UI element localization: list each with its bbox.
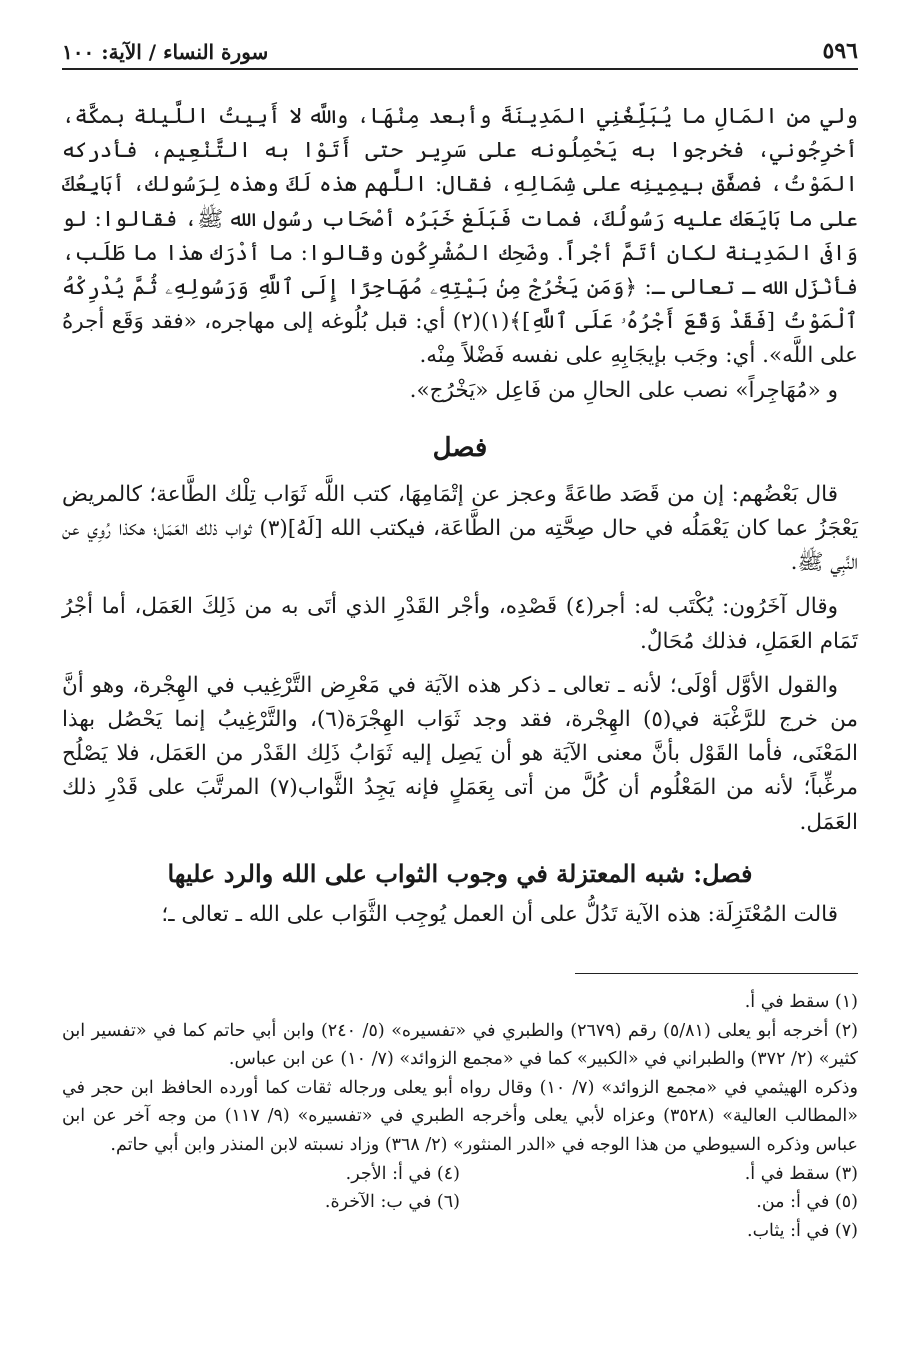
footnote-row bbox=[62, 1188, 858, 1217]
footnote: (٥) في أ: من. bbox=[756, 1192, 858, 1213]
footnote-separator bbox=[575, 973, 858, 974]
main-text bbox=[62, 100, 858, 932]
paragraph: والقول الأوَّل أوْلَى؛ لأنه ـ تعالى ـ ذكر هذه الآيَة في مَعْرِض التَّرْغِيب في الهِجْرة، وهو أنَّ من خرج للرَّغْبَة في(٥) الهِجْرة، فقد وجد ثَوَاب الهِجْرَة(٦)، والتَّرْغِيبُ إنما يَحْصُل بهذا المَعْنَى، فأما القَوْل بأنَّ معنى الآيَة هو أن يَصِل إليه ثَوَابُ ذَلِك القَدْر من العَمَل، فلا يَصْلُح مرغِّباً؛ لأنه من المَعْلُوم أن كُلَّ من أتى بِعَمَلٍ فإنه يَجِدُ الثَّواب(٧) المرتَّبَ على قَدْرِ ذلك العَمَل. bbox=[62, 672, 858, 835]
page-number: ٥٩٦ bbox=[822, 38, 858, 64]
footnote-row bbox=[62, 1160, 858, 1189]
footnote: (٣) سقط في أ. bbox=[744, 1163, 858, 1184]
paragraph: و «مُهَاجِراً» نصب على الحالِ من فَاعِل «يَخْرُج». bbox=[409, 377, 838, 403]
paragraph: قالت المُعْتَزِلَة: هذه الآية تَدُلُّ على أن العمل يُوجِب الثَّوَاب على الله ـ تعالى ـ؛ bbox=[161, 901, 838, 927]
footnote: (٤) في أ: الأجر. bbox=[345, 1163, 460, 1184]
section-heading: فصل: شبه المعتزلة في وجوب الثواب على الله والرد عليها bbox=[167, 858, 753, 888]
paragraph: ولي من المَالِ ما يُبَلِّغُنِي المَدِينَةَ وأبعد مِنْهَا، واللَّه لا أَبِيتُ اللَّيلة بمكَّة، أخرِجُوني، فخرجوا به يَحْمِلُونه على سَرِير حتى أَتَوْا به التَّنْعِيم، فأدركه المَوْتُ، فصفَّق بيمِينِه على شِمَالِهِ، فقال: اللَّهم هذه لَكَ وهذه لِرَسُولك، أبَايِعُكَ على ما بَايَعَك عليه رَسُولُكَ، فمات فَبَلَغ خَبَرُه أصْحَاب رسُول الله ﷺ، فقالوا: لو وَافَى المَدِينة لكان أتَمَّ أجْراً. وضَحِك المُشْرِكُون وقالوا: ما أدْرَك هذا ما طَلَب، فأنْزَل الله ـ تعالى ـ: ﴿وَمَن يَخْرُجْ مِنۢ بَيْتِهِۦ مُهَاجِرًا إِلَى ٱللَّهِ وَرَسُولِهِۦ ثُمَّ يُدْرِكْهُ ٱلْمَوْتُ [فَقَدْ وَقَعَ أَجْرُهُۥ عَلَى ٱللَّهِ]﴾(١)(٢) أي: قبل بُلُوغه إلى مهاجره، «فقد وَقَع أجرهُ على اللَّه». أي: وجَب بإيجَابِهِ على نفسه فَضْلاً مِنْه. bbox=[62, 104, 858, 369]
footnotes bbox=[62, 988, 858, 1245]
footnote: وذكره الهيثمي في «مجمع الزوائد» (٧/ ١٠) وقال رواه أبو يعلى ورجاله ثقات كما أورده الحافظ ابن حجر في «المطالب العالية» (٣٥٢٨) وعزاه لأبي يعلى وأخرجه الطبري في «تفسيره» (٩/ ١١٧) من وجه آخر عن ابن عباس وذكره السيوطي من هذا الوجه في «الدر المنثور» (٢/ ٣٦٨) وزاد نسبته لابن المنذر وابن أبي حاتم. bbox=[62, 1077, 858, 1155]
footnote: (٢) أخرجه أبو يعلى (٥/٨١) رقم (٢٦٧٩) والطبري في «تفسيره» (٥/ ٢٤٠) وابن أبي حاتم كما في «تفسير ابن كثير» (٢/ ٣٧٢) والطبراني في «الكبير» كما في «مجمع الزوائد» (٧/ ١٠) عن ابن عباس. bbox=[62, 1020, 858, 1070]
footnote: (٦) في ب: الآخرة. bbox=[324, 1192, 460, 1213]
paragraph: قال بَعْضُهم: إن من قَصَد طاعَةً وعجز عن إتْمَامِهَا، كتب اللَّه ثَوَاب تِلْك الطَّاعة؛ كالمريض يَعْجَزُ عما كان يَعْمَلُه في حال صِحَّتِه من الطَّاعَة، فيكتب الله [لَهُ](٣) ثواب ذلك العَمَل؛ هكذا رُوِي عن النَّبِي ﷺ. bbox=[62, 481, 859, 576]
footnote: (١) سقط في أ. bbox=[744, 992, 858, 1012]
paragraph: وقال آخَرُون: يُكْتَب له: أجر(٤) قَصْدِه، وأجْر القَدْرِ الذي أتَى به من ذَلِكَ العَمَل، أما أجْرُ تَمَام العَمَلِ، فذلك مُحَالٌ. bbox=[62, 594, 858, 654]
section-heading: فصل bbox=[432, 432, 488, 463]
page-header bbox=[62, 30, 858, 70]
footnote: (٧) في أ: يثاب. bbox=[747, 1220, 858, 1241]
surah-label: سورة النساء / الآية: ١٠٠ bbox=[62, 40, 269, 64]
